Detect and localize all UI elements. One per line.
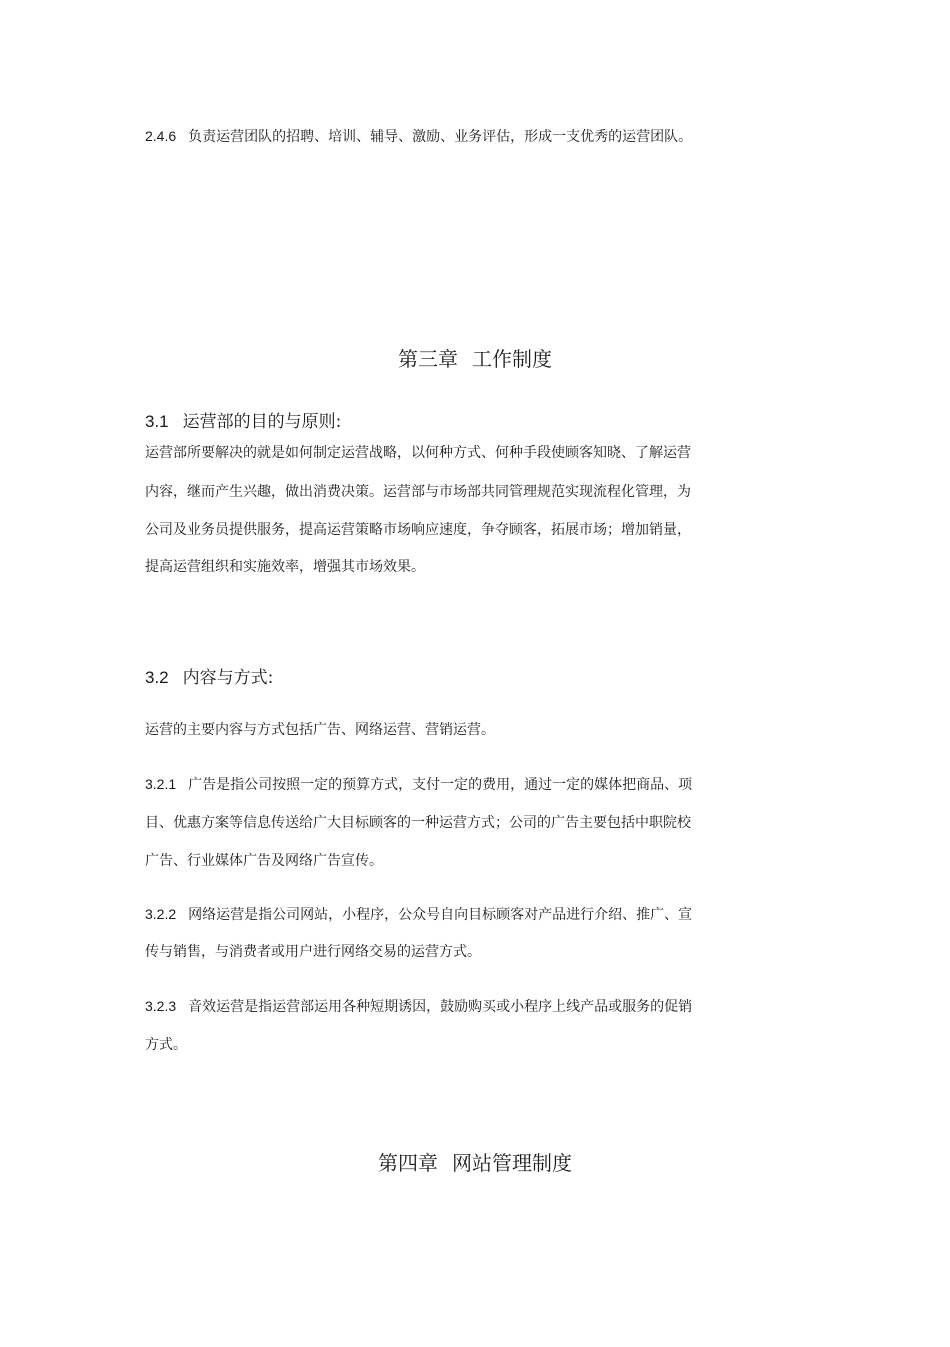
chapter-heading-3 xyxy=(0,345,950,373)
chapter-label: 第四章 xyxy=(378,1151,438,1175)
item-2-4-6 xyxy=(145,126,765,147)
paragraph-line: 提高运营组织和实施效率，增强其市场效果。 xyxy=(145,559,425,575)
item-3-2-3-line xyxy=(145,996,745,1017)
item-3-2-2-line xyxy=(145,904,745,925)
chapter-heading-4 xyxy=(0,1149,950,1177)
paragraph-line: 内容，继而产生兴趣，做出消费决策。运营部与市场部共同管理规范实现流程化管理，为 xyxy=(145,484,691,500)
paragraph-line: 传与销售，与消费者或用户进行网络交易的运营方式。 xyxy=(145,944,481,960)
item-text: 负责运营团队的招聘、培训、辅导、激励、业务评估，形成一支优秀的运营团队。 xyxy=(188,129,693,145)
item-number: 3.2.3 xyxy=(145,998,177,1014)
item-number: 3.2.1 xyxy=(145,776,177,792)
paragraph-line: 公司及业务员提供服务，提高运营策略市场响应速度，争夺顾客，拓展市场；增加销量， xyxy=(145,522,691,538)
chapter-title: 网站管理制度 xyxy=(452,1151,572,1175)
section-number: 3.2 xyxy=(145,668,169,687)
chapter-label: 第三章 xyxy=(398,347,458,371)
item-text: 广告是指公司按照一定的预算方式，支付一定的费用，通过一定的媒体把商品、项 xyxy=(188,777,693,793)
section-heading-3-2 xyxy=(145,666,273,690)
item-text: 网络运营是指公司网站，小程序，公众号自向目标顾客对产品进行介绍、推广、宣 xyxy=(188,907,693,923)
paragraph-line: 广告、行业媒体广告及网络广告宣传。 xyxy=(145,853,383,869)
section-number: 3.1 xyxy=(145,412,169,431)
section-title: 内容与方式: xyxy=(182,668,274,688)
section-heading-3-1 xyxy=(145,410,341,434)
item-3-2-1-line xyxy=(145,774,745,795)
item-number: 2.4.6 xyxy=(145,128,177,144)
item-number: 3.2.2 xyxy=(145,906,177,922)
paragraph-line: 运营部所要解决的就是如何制定运营战略，以何种方式、何种手段使顾客知晓、了解运营 xyxy=(145,445,691,461)
paragraph-line: 方式。 xyxy=(145,1037,187,1053)
paragraph-line: 目、优惠方案等信息传送给广大目标顾客的一种运营方式；公司的广告主要包括中职院校 xyxy=(145,815,691,831)
section-title: 运营部的目的与原则: xyxy=(182,412,342,432)
chapter-title: 工作制度 xyxy=(472,347,552,371)
item-text: 音效运营是指运营部运用各种短期诱因，鼓励购买或小程序上线产品或服务的促销 xyxy=(188,999,693,1015)
paragraph-intro: 运营的主要内容与方式包括广告、网络运营、营销运营。 xyxy=(145,722,495,738)
